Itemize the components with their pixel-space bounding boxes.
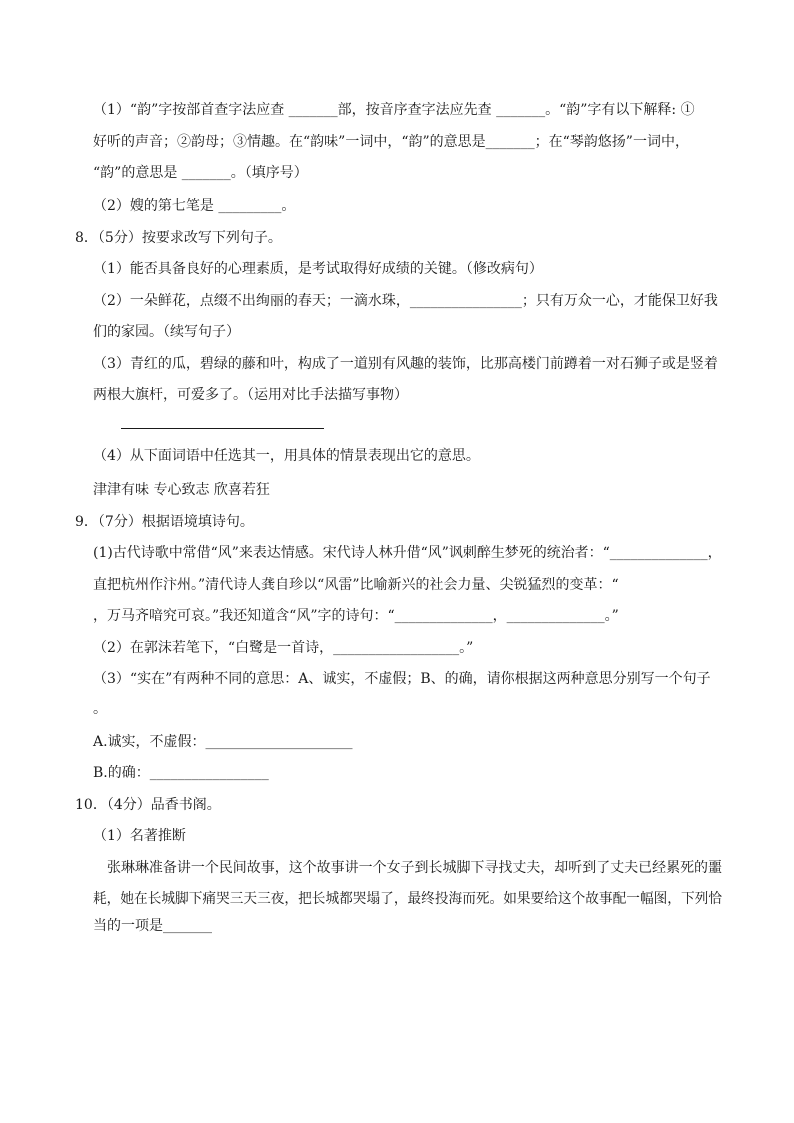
q10-sub1: （1）名著推断 — [93, 828, 186, 844]
q9-option-a: A.诚实，不虚假：_____________________ — [93, 734, 353, 750]
q10-heading: 10．（4分）品香书阁。 — [75, 797, 221, 813]
q10-passage-line1: 张琳琳准备讲一个民间故事，这个故事讲一个女子到长城脚下寻找丈夫，却听到了丈夫已经累死的噩 — [107, 860, 723, 876]
q9-heading: 9．（7分）根据语境填诗句。 — [75, 514, 254, 530]
q9-sub1-line2: 直把杭州作汴州。”清代诗人龚自珍以“风雷”比喻新兴的社会力量、尖锐猛烈的变革：“ — [93, 577, 619, 593]
q9-sub3-line1: （3）“实在”有两种不同的意思：A、诚实，不虚假；B、的确，请你根据这两种意思分别写一个句子 — [93, 671, 711, 687]
q9-sub1-line3: ，万马齐喑究可哀。”我还知道含“风”字的诗句：“______________，______________。” — [93, 608, 619, 624]
q9-sub3-line2: 。 — [93, 701, 107, 717]
q7-sub1-line3: “韵”的意思是 _______。（填序号） — [93, 165, 308, 181]
q9-option-b: B.的确：_________________ — [93, 765, 269, 781]
q9-sub2: （2）在郭沫若笔下，“白鹭是一首诗，__________________。” — [93, 640, 474, 656]
q8-word-options: 津津有味 专心致志 欣喜若狂 — [93, 482, 270, 498]
q9-sub1-line1: (1)古代诗歌中常借“风”来表达情感。宋代诗人林升借“风”讽刺醉生梦死的统治者：“______________， — [93, 545, 722, 561]
q8-sub2-line2: 们的家园。（续写句子） — [93, 324, 240, 340]
q8-sub2-line1: （2）一朵鲜花，点缀不出绚丽的春天；一滴水珠，________________；只有万众一心，才能保卫好我 — [93, 293, 718, 309]
q7-sub2: （2）嫂的第七笔是 _________。 — [93, 198, 296, 214]
q7-sub1-line1: （1）“韵”字按部首查字法应查 _______部，按音序查字法应先查 _______。“韵”字有以下解释: ① — [93, 102, 695, 118]
q8-sub4: （4）从下面词语中任选其一，用具体的情景表现出它的意思。 — [93, 448, 480, 464]
q7-sub1-line2: 好听的声音；②韵母；③情趣。在“韵味”一词中，“韵”的意思是_______；在“琴韵悠扬”一词中， — [93, 134, 689, 150]
q8-heading: 8．（5分）按要求改写下列句子。 — [75, 230, 282, 246]
q8-sub3-line2: 两根大旗杆，可爱多了。（运用对比手法描写事物） — [93, 387, 408, 403]
q10-passage-line2: 耗，她在长城脚下痛哭三天三夜，把长城都哭塌了，最终投海而死。如果要给这个故事配一幅图，下列恰 — [93, 891, 722, 907]
answer-blank-line — [121, 428, 324, 429]
q10-passage-line3: 当的一项是_______ — [93, 918, 212, 934]
q8-sub3-line1: （3）青红的瓜，碧绿的藤和叶，构成了一道别有风趣的装饰，比那高楼门前蹲着一对石狮子或是竖着 — [93, 356, 718, 372]
q8-sub1: （1）能否具备良好的心理素质，是考试取得好成绩的关键。（修改病句） — [93, 261, 543, 277]
